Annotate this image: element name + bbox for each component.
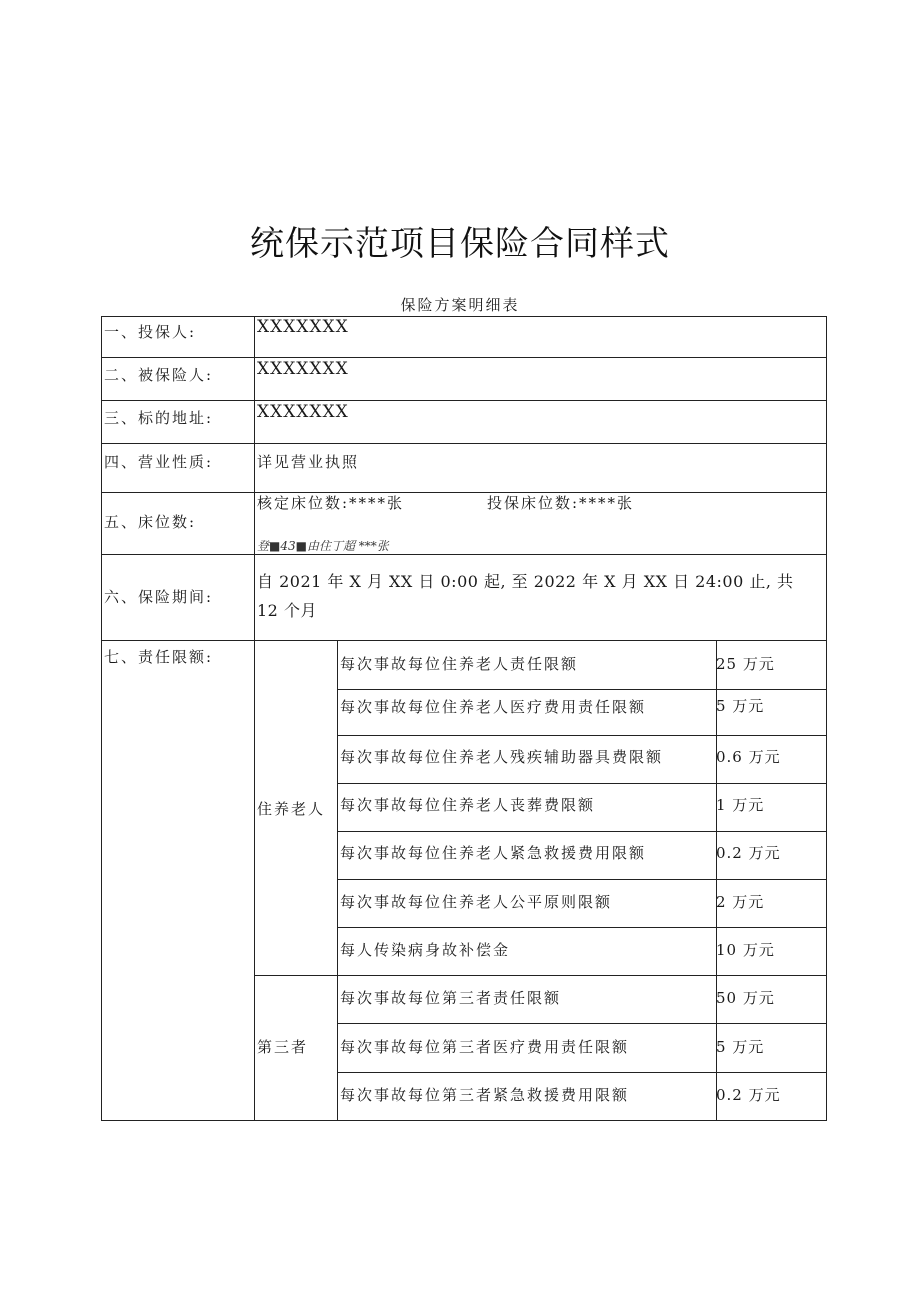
liability-item-desc: 每次事故每位第三者医疗费用责任限额 xyxy=(340,1038,630,1056)
group-elderly-residents: 住养老人 xyxy=(257,800,326,818)
row-divider xyxy=(102,640,826,641)
sub-row-divider xyxy=(337,927,826,928)
liability-item-amount: 5 万元 xyxy=(716,1038,765,1056)
sub-row-divider xyxy=(337,735,826,736)
row-divider xyxy=(102,400,826,401)
group-divider xyxy=(254,975,826,976)
address-label: 三、标的地址: xyxy=(104,409,214,427)
applicant-label: 一、投保人: xyxy=(104,323,197,341)
sub-row-divider xyxy=(337,689,826,690)
liability-item-amount: 0.2 万元 xyxy=(716,1086,781,1104)
sub-row-divider xyxy=(337,1023,826,1024)
document-title: 统保示范项目保险合同样式 xyxy=(250,224,670,264)
insured-beds: 投保床位数:****张 xyxy=(487,494,635,512)
column-divider xyxy=(254,317,255,640)
address-value: XXXXXXX xyxy=(257,402,349,422)
liability-item-desc: 每次事故每位住养老人丧葬费限额 xyxy=(340,796,596,814)
liability-item-amount: 0.6 万元 xyxy=(716,748,781,766)
liability-item-amount: 25 万元 xyxy=(716,655,775,673)
sub-row-divider xyxy=(337,783,826,784)
liability-item-amount: 0.2 万元 xyxy=(716,844,781,862)
liability-item-desc: 每次事故每位住养老人医疗费用责任限额 xyxy=(340,698,647,716)
liability-item-amount: 2 万元 xyxy=(716,893,765,911)
period-line-1: 自 2021 年 X 月 XX 日 0:00 起, 至 2022 年 X 月 XX 日 24:00 止, 共 xyxy=(257,572,794,591)
row-divider xyxy=(102,554,826,555)
business-nature-label: 四、营业性质: xyxy=(104,453,214,471)
period-label: 六、保险期间: xyxy=(104,588,214,606)
liability-item-desc: 每次事故每位住养老人公平原则限额 xyxy=(340,893,613,911)
insured-value: XXXXXXX xyxy=(257,359,349,379)
beds-label: 五、床位数: xyxy=(104,513,197,531)
liability-item-amount: 1 万元 xyxy=(716,796,765,814)
period-line-2: 12 个月 xyxy=(257,601,317,620)
sub-row-divider xyxy=(337,1072,826,1073)
row-divider xyxy=(102,443,826,444)
liability-item-amount: 10 万元 xyxy=(716,941,775,959)
liability-item-desc: 每次事故每位住养老人责任限额 xyxy=(340,655,579,673)
liability-item-amount: 50 万元 xyxy=(716,989,775,1007)
table-caption: 保险方案明细表 xyxy=(400,296,520,314)
liability-item-desc: 每次事故每位住养老人残疾辅助器具费限额 xyxy=(340,748,664,766)
liability-item-desc: 每次事故每位第三者责任限额 xyxy=(340,989,562,1007)
beds-garbled-line: 登■43■由住丁超 ***张 xyxy=(257,539,389,553)
applicant-value: XXXXXXX xyxy=(257,317,349,337)
liability-item-amount: 5 万元 xyxy=(716,697,765,715)
insured-label: 二、被保险人: xyxy=(104,366,214,384)
group-third-party: 第三者 xyxy=(257,1038,309,1056)
sub-row-divider xyxy=(337,831,826,832)
liability-item-desc: 每人传染病身故补偿金 xyxy=(340,941,511,959)
business-nature-value: 详见营业执照 xyxy=(257,453,360,471)
row-divider xyxy=(102,492,826,493)
approved-beds: 核定床位数:****张 xyxy=(257,494,405,512)
column-divider xyxy=(337,640,338,1120)
column-divider xyxy=(254,640,255,1120)
liability-item-desc: 每次事故每位第三者紧急救援费用限额 xyxy=(340,1086,630,1104)
row-divider xyxy=(102,357,826,358)
sub-row-divider xyxy=(337,879,826,880)
liability-item-desc: 每次事故每位住养老人紧急救援费用限额 xyxy=(340,844,647,862)
liability-label: 七、责任限额: xyxy=(104,648,214,666)
